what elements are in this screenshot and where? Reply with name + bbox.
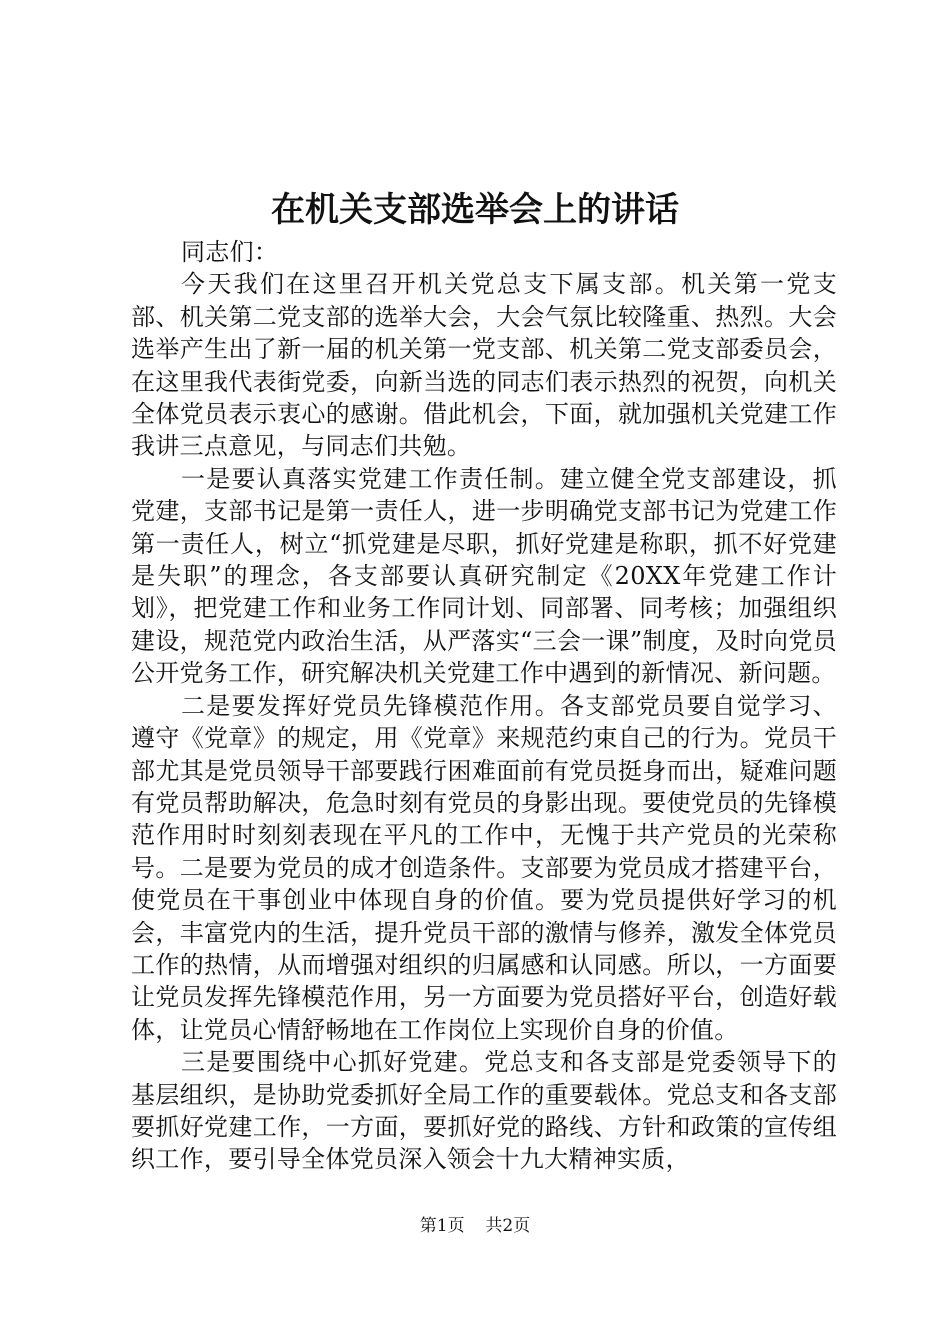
point-two-paragraph: 二是要发挥好党员先锋模范作用。各支部党员要自觉学习、遵守《党章》的规定，用《党章》来规范约束自己的行为。党员干部尤其是党员领导干部要践行困难面前有党员挺身而出，疑难问题有党员帮助解决，危急时刻有党员的身影出现。要使党员的先锋模范作用时时刻刻表现在平凡的工作中，无愧于共产党员的光荣称号。二是要为党员的成才创造条件。支部要为党员成才搭建平台，使党员在干事创业中体现自身的价值。要为党员提供好学习的机会，丰富党内的生活，提升党员干部的激情与修养，激发全体党员工作的热情，从而增强对组织的归属感和认同感。所以，一方面要让党员发挥先锋模范作用，另一方面要为党员搭好平台，创造好载体，让党员心情舒畅地在工作岗位上实现价自身的价值。 bbox=[131, 691, 837, 1044]
point-one-paragraph: 一是要认真落实党建工作责任制。建立健全党支部建设，抓党建，支部书记是第一责任人，进一步明确党支部书记为党建工作第一责任人，树立“抓党建是尽职，抓好党建是称职，抓不好党建是失职”的理念，各支部要认真研究制定《20XX年党建工作计划》，把党建工作和业务工作同计划、同部署、同考核；加强组织建设，规范党内政治生活，从严落实“三会一课”制度，及时向党员公开党务工作，研究解决机关党建工作中遇到的新情况、新问题。 bbox=[131, 464, 837, 688]
page-number: 第1页 bbox=[419, 1216, 465, 1236]
intro-paragraph: 今天我们在这里召开机关党总支下属支部。机关第一党支部、机关第二党支部的选举大会，大会气氛比较隆重、热烈。大会选举产生出了新一届的机关第一党支部、机关第二党支部委员会，在这里我代表街党委，向新当选的同志们表示热烈的祝贺，向机关全体党员表示衷心的感谢。借此机会，下面，就加强机关党建工作我讲三点意见，与同志们共勉。 bbox=[131, 270, 837, 461]
document-title: 在机关支部选举会上的讲话 bbox=[271, 190, 679, 230]
point-three-paragraph: 三是要围绕中心抓好党建。党总支和各支部是党委领导下的基层组织，是协助党委抓好全局工作的重要载体。党总支和各支部要抓好党建工作，一方面，要抓好党的路线、方针和政策的宣传组织工作，要引导全体党员深入领会十九大精神实质， bbox=[131, 1048, 837, 1174]
salutation-paragraph: 同志们： bbox=[181, 238, 279, 266]
page-footer bbox=[0, 1214, 950, 1238]
page-total: 共2页 bbox=[485, 1216, 531, 1236]
document-body bbox=[131, 236, 837, 1176]
